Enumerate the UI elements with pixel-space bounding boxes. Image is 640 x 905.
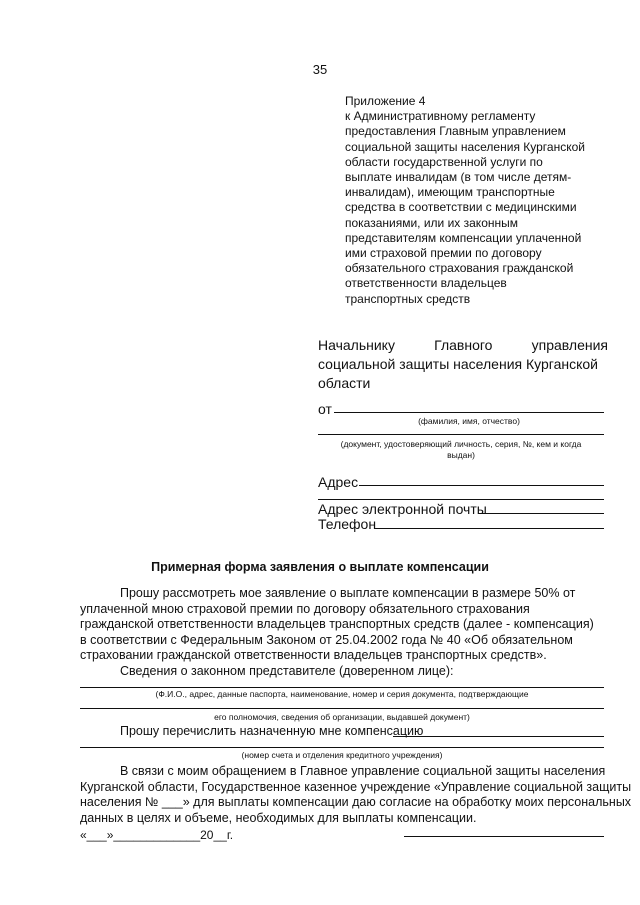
text-line: уплаченной мною страховой премии по договору обязательного страхования	[80, 601, 530, 616]
appendix-line: средства в соответствии с медицинскими	[345, 200, 577, 215]
text-line: страховании гражданской ответственности владельцев транспортных средств».	[80, 648, 547, 662]
identity-document-hint-2: выдан)	[447, 450, 475, 460]
representative-hint-2: его полномочия, сведения об организации, выдавшей документ)	[214, 712, 470, 722]
appendix-line: Приложение 4	[345, 94, 426, 108]
identity-document-hint-1: (документ, удостоверяющий личность, серия, №, кем и когда	[340, 439, 582, 449]
recipient-line-3: области	[318, 375, 371, 391]
appendix-line: показаниями, или их законным	[345, 215, 518, 230]
recipient-word: Начальнику	[318, 337, 395, 353]
transfer-label: Прошу перечислить назначенную мне компенсацию	[120, 724, 424, 738]
appendix-line: выплате инвалидам (в том числе детям-	[345, 170, 572, 185]
recipient-block	[318, 336, 608, 393]
text-line: населения № ___» для выплаты компенсации даю согласие на обработку моих персональных	[80, 795, 632, 809]
address-field-continued[interactable]	[318, 499, 604, 500]
appendix-line: представителям компенсации уплаченной	[345, 230, 582, 245]
representative-label: Сведения о законном представителе (доверенном лице):	[120, 663, 454, 678]
phone-field[interactable]	[375, 528, 604, 529]
appendix-line: транспортных средств	[345, 291, 471, 306]
representative-hint-1: (Ф.И.О., адрес, данные паспорта, наименование, номер и серия документа, подтверждающие	[155, 689, 529, 699]
recipient-word: управления	[531, 337, 608, 353]
appendix-line: социальной защиты населения Курганской	[345, 139, 585, 154]
paragraph-consent	[80, 764, 632, 826]
identity-document-field[interactable]	[318, 434, 604, 435]
text-line: данных в целях и объеме, необходимых для выплаты компенсации.	[80, 810, 477, 825]
text-line: гражданской ответственности владельцев транспортных средств (далее - компенсация)	[80, 617, 594, 631]
address-label: Адрес	[318, 474, 359, 490]
appendix-line: ими страховой премии по договору	[345, 246, 542, 261]
appendix-header	[345, 94, 615, 307]
account-hint: (номер счета и отделения кредитного учреждения)	[241, 750, 443, 760]
appendix-line: к Административному регламенту	[345, 109, 536, 124]
appendix-line: ответственности владельцев	[345, 276, 507, 291]
signature-field[interactable]	[404, 836, 604, 837]
appendix-line: предоставления Главным управлением	[345, 124, 566, 139]
text-line: Прошу рассмотреть мое заявление о выплате компенсации в размере 50% от	[120, 586, 576, 600]
appendix-line: области государственной услуги по	[345, 154, 543, 169]
recipient-line-2: социальной защиты населения Курганской	[318, 356, 598, 372]
appendix-line: инвалидам), имеющим транспортные	[345, 185, 555, 200]
bank-account-field[interactable]	[80, 747, 604, 748]
paragraph-request	[80, 586, 607, 679]
recipient-line-1	[318, 336, 608, 355]
text-line: В связи с моим обращением в Главное управление социальной защиты населения	[120, 764, 606, 778]
form-title: Примерная форма заявления о выплате компенсации	[151, 560, 489, 574]
representative-field[interactable]	[80, 687, 604, 688]
from-name-hint: (фамилия, имя, отчество)	[418, 416, 520, 426]
from-name-field[interactable]	[334, 412, 604, 413]
page-number: 35	[312, 62, 328, 77]
compensation-account-field[interactable]	[393, 736, 604, 737]
phone-label: Телефон	[318, 516, 377, 532]
appendix-line: обязательного страхования гражданской	[345, 261, 574, 276]
recipient-word: Главного	[434, 337, 493, 353]
representative-field-continued[interactable]	[80, 708, 604, 709]
email-label: Адрес электронной почты	[318, 501, 487, 517]
address-field[interactable]	[359, 485, 604, 486]
from-label: от	[318, 401, 332, 417]
text-line: в соответствии с Федеральным Законом от 25.04.2002 года № 40 «Об обязательном	[80, 632, 573, 647]
date-field[interactable]: «___»_____________20__г.	[80, 828, 234, 842]
email-field[interactable]	[479, 513, 604, 514]
text-line: Курганской области, Государственное казенное учреждение «Управление социальной защиты	[80, 779, 632, 794]
